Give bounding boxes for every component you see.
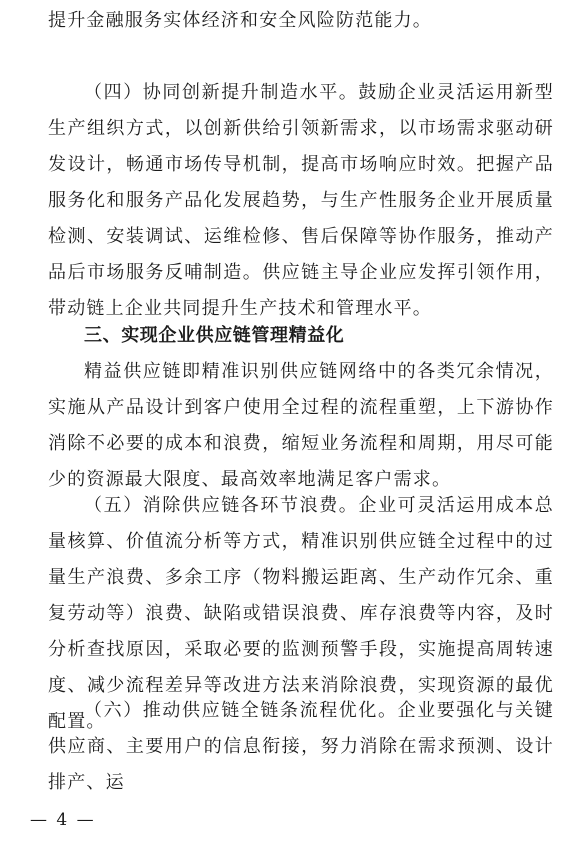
section-heading-3: 三、实现企业供应链管理精益化 bbox=[84, 325, 345, 346]
paragraph-section-5: （五）消除供应链各环节浪费。企业可灵活运用成本总量核算、价值流分析等方式，精准识别供应链全过程中的过量生产浪费、多余工序（物料搬运距离、生产动作冗余、重复劳动等）浪费、缺陷或错误浪费、库存浪费等内容，及时分析查找原因，采取必要的监测预警手段，实施提高周转速度、减少流程差异等改进方法来消除浪费，实现资源的最优配置。 bbox=[48, 495, 554, 732]
paragraph-lean-intro: 精益供应链即精准识别供应链网络中的各类冗余情况，实施从产品设计到客户使用全过程的流程重塑，上下游协作消除不必要的成本和浪费，缩短业务流程和周期，用尽可能少的资源最大限度、最高效率地满足客户需求。 bbox=[48, 361, 554, 490]
paragraph-section-4: （四）协同创新提升制造水平。鼓励企业灵活运用新型生产组织方式，以创新供给引领新需求，以市场需求驱动研发设计，畅通市场传导机制，提高市场响应时效。把握产品服务化和服务产品化发展趋势，与生产性服务企业开展质量检测、安装调试、运维检修、售后保障等协作服务，推动产品后市场服务反哺制造。供应链主导企业应发挥引领作用，带动链上企业共同提升生产技术和管理水平。 bbox=[48, 82, 554, 319]
page-number: — 4 — bbox=[30, 810, 96, 830]
paragraph-section-6: （六）推动供应链全链条流程优化。企业要强化与关键供应商、主要用户的信息衔接，努力消除在需求预测、设计排产、运 bbox=[48, 700, 554, 793]
paragraph-continuation: 提升金融服务实体经济和安全风险防范能力。 bbox=[48, 10, 432, 31]
